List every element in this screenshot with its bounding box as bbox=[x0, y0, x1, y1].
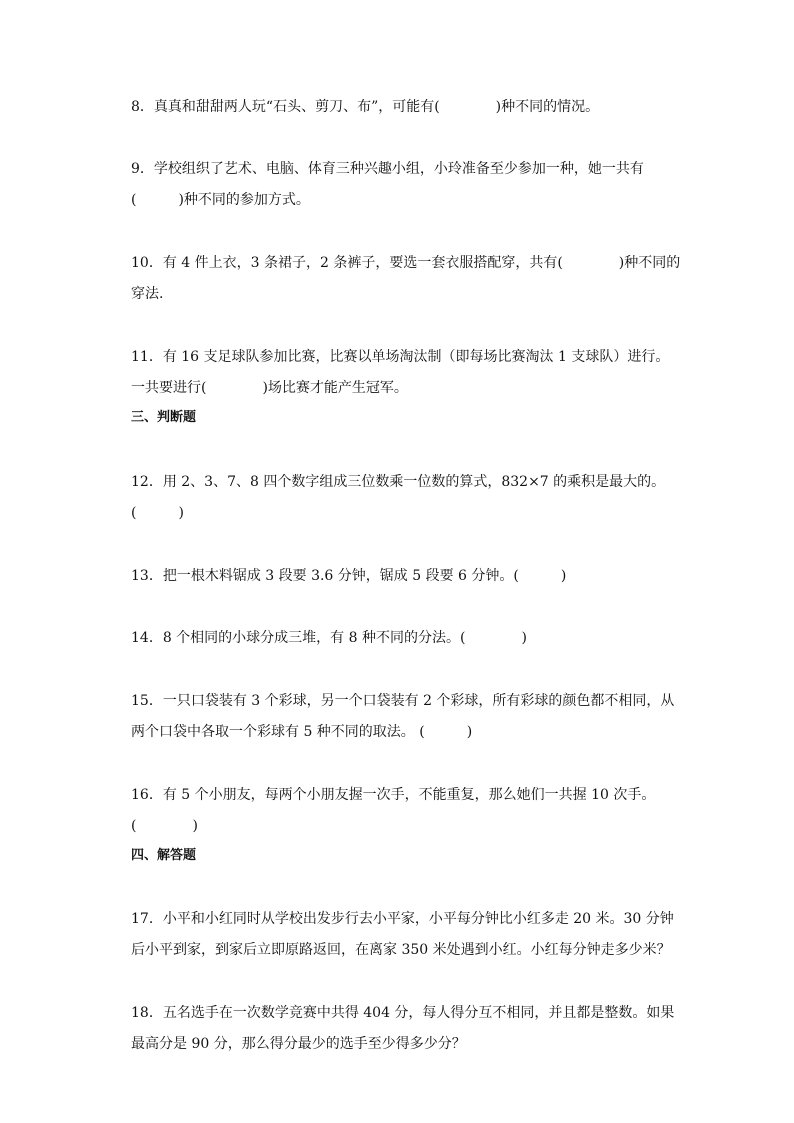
question-16-line-2: ( ) bbox=[131, 818, 198, 834]
question-11-line-2: 一共要进行( )场比赛才能产生冠军。 bbox=[131, 380, 408, 396]
question-14-line-1: 14．8 个相同的小球分成三堆，有 8 种不同的分法。( ) bbox=[131, 630, 527, 646]
section-heading-answer: 四、解答题 bbox=[131, 848, 197, 863]
question-12-line-2: ( ) bbox=[131, 505, 184, 521]
question-17-line-2: 后小平到家，到家后立即原路返回，在离家 350 米处遇到小红。小红每分钟走多少米？ bbox=[131, 942, 671, 958]
question-12-line-1: 12．用 2、3、7、8 四个数字组成三位数乘一位数的算式，832×7 的乘积是最大的。 bbox=[131, 474, 666, 490]
question-15-line-1: 15．一只口袋装有 3 个彩球，另一个口袋装有 2 个彩球，所有彩球的颜色都不相同，从 bbox=[131, 693, 675, 709]
question-16-line-1: 16．有 5 个小朋友，每两个小朋友握一次手，不能重复，那么她们一共握 10 次手。 bbox=[131, 787, 656, 803]
question-10-line-2: 穿法. bbox=[131, 286, 164, 302]
question-9-line-1: 9．学校组织了艺术、电脑、体育三种兴趣小组，小玲准备至少参加一种，她一共有 bbox=[131, 161, 644, 177]
section-heading-judge: 三、判断题 bbox=[131, 410, 197, 425]
question-9-line-2: ( )种不同的参加方式。 bbox=[131, 192, 310, 208]
question-18-line-1: 18．五名选手在一次数学竞赛中共得 404 分，每人得分互不相同，并且都是整数。如果 bbox=[131, 1005, 675, 1021]
question-11-line-1: 11．有 16 支足球队参加比赛，比赛以单场淘汰制（即每场比赛淘汰 1 支球队）进行。 bbox=[131, 349, 670, 365]
question-17-line-1: 17．小平和小红同时从学校出发步行去小平家，小平每分钟比小红多走 20 米。30 分钟 bbox=[131, 911, 674, 927]
question-15-line-2: 两个口袋中各取一个彩球有 5 种不同的取法。 ( ) bbox=[131, 724, 473, 740]
question-18-line-2: 最高分是 90 分，那么得分最少的选手至少得多少分？ bbox=[131, 1036, 466, 1052]
question-13-line-1: 13．把一根木料锯成 3 段要 3.6 分钟，锯成 5 段要 6 分钟。( ) bbox=[131, 568, 567, 584]
question-8-line-1: 8．真真和甜甜两人玩“石头、剪刀、布”，可能有( )种不同的情况。 bbox=[131, 99, 600, 115]
question-10-line-1: 10．有 4 件上衣，3 条裙子，2 条裤子，要选一套衣服搭配穿，共有( )种不同的 bbox=[131, 255, 681, 271]
